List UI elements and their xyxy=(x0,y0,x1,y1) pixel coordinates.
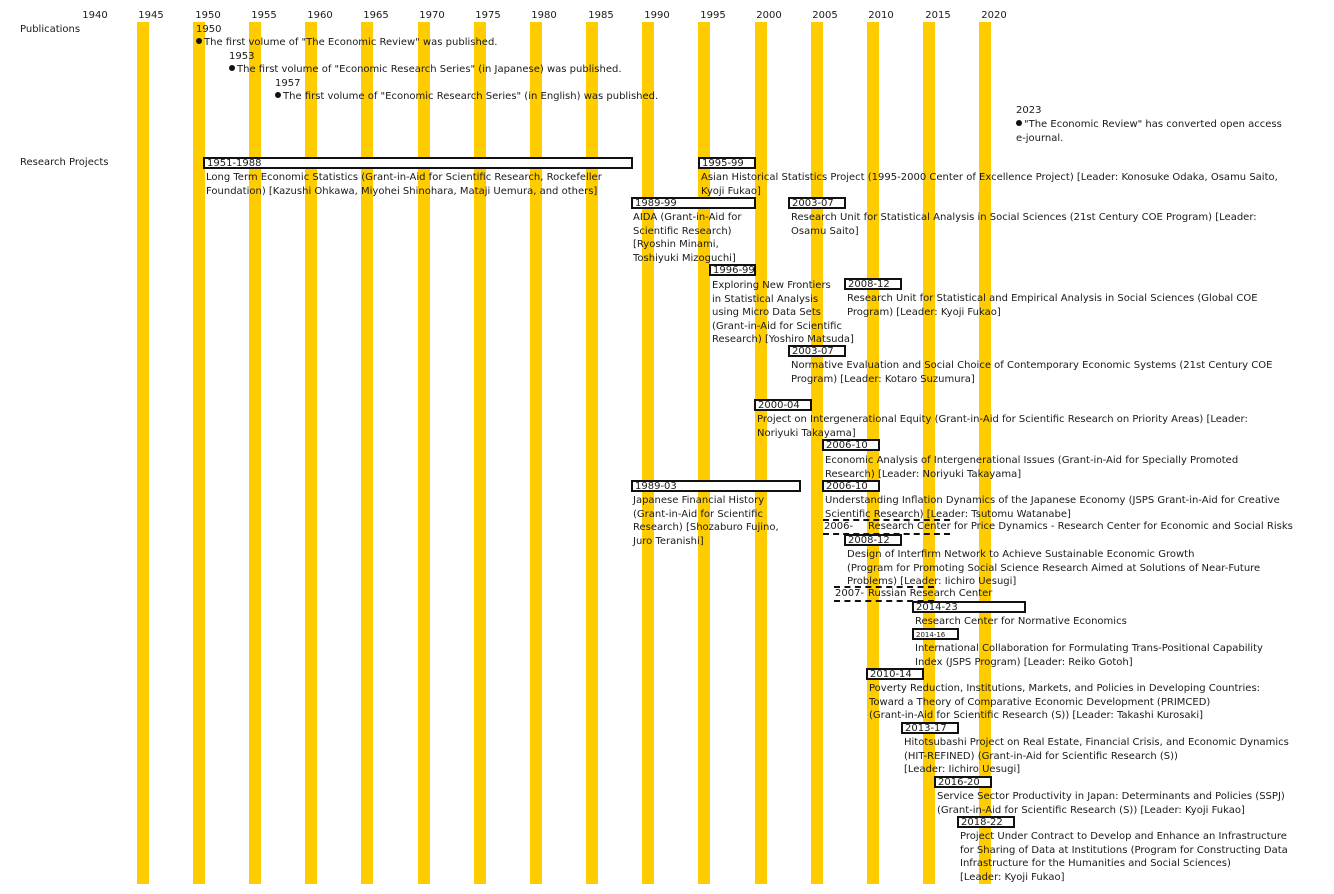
project-period-bar: 2003-07 xyxy=(788,197,846,209)
project-description: Asian Historical Statistics Project (1995-2000 Center of Excellence Project) [Leader: Konosuke Odaka, Osamu Saito, Kyoji Fukao] xyxy=(701,172,1278,197)
project-description: Service Sector Productivity in Japan: Determinants and Policies (SSPJ) (Grant-in-Aid for Scientific Research (S)) [Leader: Kyoji Fukao] xyxy=(937,791,1285,816)
project-period-bar: 2008-12 xyxy=(844,278,902,290)
year-bar-1965 xyxy=(361,22,373,884)
publication-item xyxy=(229,64,622,75)
project-period-bar: 1995-99 xyxy=(698,157,756,169)
year-label: 1985 xyxy=(588,10,614,21)
year-label: 1960 xyxy=(307,10,333,21)
publication-item xyxy=(1016,118,1282,145)
year-bar-1975 xyxy=(474,22,486,884)
project-description: Hitotsubashi Project on Real Estate, Financial Crisis, and Economic Dynamics (HIT-REFINED) (Grant-in-Aid for Scientific Research (S)) [Leader: Iichiro Uesugi] xyxy=(904,737,1289,775)
year-bar-1995 xyxy=(698,22,710,884)
project-description: Japanese Financial History (Grant-in-Aid for Scientific Research) [Shozaburo Fujino, Juro Teranishi] xyxy=(633,495,779,547)
project-description: Long Term Economic Statistics (Grant-in-Aid for Scientific Research, Rockefeller Foundation) [Kazushi Ohkawa, Miyohei Shinohara, Mataji Uemura, and others] xyxy=(206,172,602,197)
project-description: International Collaboration for Formulating Trans-Positional Capability Index (JSPS Program) [Leader: Reiko Gotoh] xyxy=(915,643,1263,668)
publication-item xyxy=(196,37,497,48)
year-bar-2000 xyxy=(755,22,767,884)
project-description: Russian Research Center xyxy=(868,588,993,599)
publication-year: 2023 xyxy=(1016,105,1042,116)
project-description: AIDA (Grant-in-Aid for Scientific Research) [Ryoshin Minami, Toshiyuki Mizoguchi] xyxy=(633,212,742,264)
project-period-bar: 1989-03 xyxy=(631,480,801,492)
project-period-bar: 2014-16 xyxy=(912,628,959,640)
project-period-bar: 1996-99 xyxy=(709,264,756,276)
year-bar-1945 xyxy=(137,22,149,884)
publication-item xyxy=(275,91,658,102)
project-description: Research Center for Price Dynamics - Research Center for Economic and Social Risks xyxy=(868,521,1293,532)
publication-year: 1953 xyxy=(229,51,255,62)
year-label: 1970 xyxy=(419,10,445,21)
year-label: 1980 xyxy=(531,10,557,21)
project-period-bar: 1951-1988 xyxy=(203,157,633,169)
bullet-icon xyxy=(275,92,281,98)
year-label: 1945 xyxy=(138,10,164,21)
year-label: 1940 xyxy=(82,10,108,21)
project-description: Poverty Reduction, Institutions, Markets, and Policies in Developing Countries: Toward a Theory of Comparative Economic Development (PRIMCED) (Grant-in-Aid for Scientific Research (S)) [Leader: Takashi Kurosaki] xyxy=(869,683,1261,721)
project-description: Research Unit for Statistical and Empirical Analysis in Social Sciences (Global COE Program) [Leader: Kyoji Fukao] xyxy=(847,293,1258,318)
bullet-icon xyxy=(196,38,202,44)
project-description: Exploring New Frontiers in Statistical Analysis using Micro Data Sets (Grant-in-Aid for Scientific Research) [Yoshiro Matsuda] xyxy=(712,280,854,345)
year-bar-1955 xyxy=(249,22,261,884)
project-ongoing-label: 2007- xyxy=(835,588,865,599)
publication-text: The first volume of "The Economic Review" was published. xyxy=(204,37,498,48)
project-period-bar: 1989-99 xyxy=(631,197,756,209)
project-description: Economic Analysis of Intergenerational Issues (Grant-in-Aid for Specially Promoted Research) [Leader: Noriyuki Takayama] xyxy=(825,455,1239,480)
project-description: Project on Intergenerational Equity (Grant-in-Aid for Scientific Research on Priority Areas) [Leader: Noriyuki Takayama] xyxy=(757,414,1248,439)
ongoing-line xyxy=(823,519,950,521)
publication-text: The first volume of "Economic Research Series" (in English) was published. xyxy=(283,91,659,102)
year-label: 2015 xyxy=(925,10,951,21)
year-label: 1950 xyxy=(195,10,221,21)
year-bar-1970 xyxy=(418,22,430,884)
publication-year: 1957 xyxy=(275,78,301,89)
project-period-bar: 2014-23 xyxy=(912,601,1026,613)
project-description: Design of Interfirm Network to Achieve Sustainable Economic Growth (Program for Promoting Social Science Research Aimed at Solutions of Near-Future Problems) [Leader: Iichiro Uesugi] xyxy=(847,549,1261,587)
project-period-bar: 2018-22 xyxy=(957,816,1015,828)
year-bar-1950 xyxy=(193,22,205,884)
project-period-bar: 2003-07 xyxy=(788,345,846,357)
year-bar-1980 xyxy=(530,22,542,884)
bullet-icon xyxy=(229,65,235,71)
year-bar-1990 xyxy=(642,22,654,884)
publication-year: 1950 xyxy=(196,24,222,35)
year-label: 2000 xyxy=(756,10,782,21)
section-research-projects: Research Projects xyxy=(20,157,109,168)
project-period-bar: 2008-12 xyxy=(844,534,902,546)
project-period-bar: 2000-04 xyxy=(754,399,812,411)
year-bar-2005 xyxy=(811,22,823,884)
year-label: 1965 xyxy=(363,10,389,21)
bullet-icon xyxy=(1016,120,1022,126)
ongoing-line xyxy=(834,586,934,588)
project-description: Research Unit for Statistical Analysis in Social Sciences (21st Century COE Program) [Leader: Osamu Saito] xyxy=(791,212,1257,237)
year-label: 2005 xyxy=(812,10,838,21)
project-period-bar: 2006-10 xyxy=(822,480,880,492)
project-description: Understanding Inflation Dynamics of the Japanese Economy (JSPS Grant-in-Aid for Creative Scientific Research) [Leader: Tsutomu Watanabe] xyxy=(825,495,1280,520)
year-bar-2010 xyxy=(867,22,879,884)
year-label: 2020 xyxy=(981,10,1007,21)
year-label: 2010 xyxy=(868,10,894,21)
year-bar-1960 xyxy=(305,22,317,884)
project-description: Project Under Contract to Develop and Enhance an Infrastructure for Sharing of Data at Institutions (Program for Constructing Data Infrastructure for the Humanities and Social Sciences) [Leader: Kyoji Fukao] xyxy=(960,831,1288,883)
project-description: Normative Evaluation and Social Choice of Contemporary Economic Systems (21st Century COE Program) [Leader: Kotaro Suzumura] xyxy=(791,360,1273,385)
project-ongoing-label: 2006- xyxy=(824,521,854,532)
section-publications: Publications xyxy=(20,24,81,35)
publication-text: The first volume of "Economic Research Series" (in Japanese) was published. xyxy=(237,64,622,75)
project-period-bar: 2016-20 xyxy=(934,776,992,788)
project-period-bar: 2010-14 xyxy=(866,668,924,680)
year-label: 1990 xyxy=(644,10,670,21)
project-period-bar: 2006-10 xyxy=(822,439,880,451)
year-label: 1995 xyxy=(700,10,726,21)
year-label: 1975 xyxy=(475,10,501,21)
project-description: Research Center for Normative Economics xyxy=(915,616,1127,627)
year-bar-1985 xyxy=(586,22,598,884)
project-period-bar: 2013-17 xyxy=(901,722,959,734)
publication-text: "The Economic Review" has converted open access e-journal. xyxy=(1016,119,1282,144)
year-label: 1955 xyxy=(251,10,277,21)
